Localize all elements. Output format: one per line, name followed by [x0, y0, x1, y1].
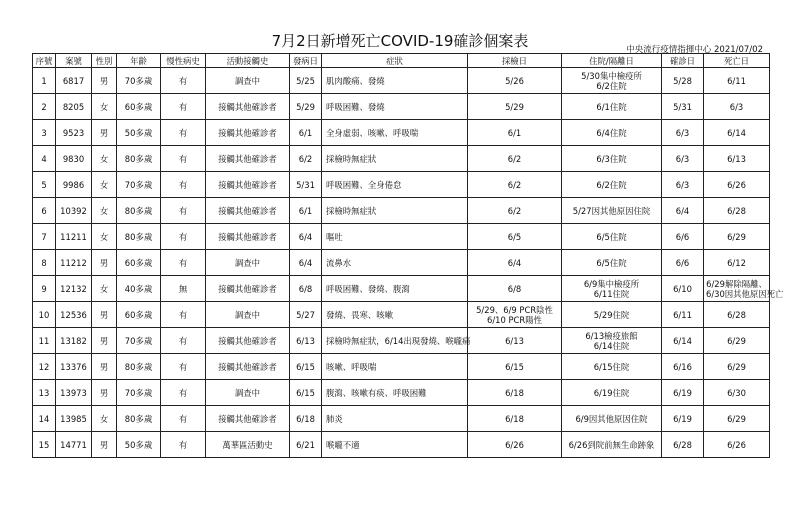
- cell-symptom: 流鼻水: [322, 250, 468, 276]
- cell-contact: 萬華區活動史: [206, 432, 290, 458]
- cell-chronic: 有: [161, 146, 206, 172]
- table-row: [33, 120, 770, 146]
- cell-age: 60多歲: [117, 94, 161, 120]
- cell-hosp-date-line: 6/5住院: [596, 257, 627, 268]
- cell-test-date-line: 5/29: [505, 101, 524, 112]
- cell-seq: 7: [33, 224, 56, 250]
- cell-death-date: [704, 94, 770, 120]
- cell-symptom: 採檢時無症狀，6/14出現發燒、喉嚨痛: [322, 328, 468, 354]
- cell-seq: 2: [33, 94, 56, 120]
- cell-symptom: 肌肉酸痛、發燒: [322, 68, 468, 94]
- table-row: [33, 198, 770, 224]
- cell-case: 6817: [56, 68, 92, 94]
- cell-onset: 6/15: [290, 354, 322, 380]
- cell-case: 9830: [56, 146, 92, 172]
- cell-contact: 接觸其他確診者: [206, 276, 290, 302]
- cell-seq: 8: [33, 250, 56, 276]
- cell-contact: 接觸其他確診者: [206, 354, 290, 380]
- header-age: 年齡: [117, 54, 161, 68]
- cell-seq: 10: [33, 302, 56, 328]
- cell-hosp-date-line: 6/26到院前無生命跡象: [568, 439, 655, 450]
- cell-onset: 6/4: [290, 250, 322, 276]
- cell-symptom: 呼吸困難、發燒、腹瀉: [322, 276, 468, 302]
- header-chronic: 慢性病史: [161, 54, 206, 68]
- header-symptom: 症狀: [322, 54, 468, 68]
- table-row: [33, 432, 770, 458]
- cell-contact: 接觸其他確診者: [206, 146, 290, 172]
- cell-test-date-line: 6/1: [507, 127, 522, 138]
- cell-death-date: [704, 120, 770, 146]
- cell-contact: 調查中: [206, 68, 290, 94]
- cell-confirm-date: 6/10: [662, 276, 704, 302]
- table-row: [33, 406, 770, 432]
- cell-contact: 調查中: [206, 250, 290, 276]
- cell-test-date: [468, 68, 562, 94]
- cell-age: 70多歲: [117, 380, 161, 406]
- cell-age: 80多歲: [117, 198, 161, 224]
- cell-death-date: [704, 224, 770, 250]
- cell-seq: 5: [33, 172, 56, 198]
- cell-onset: 5/31: [290, 172, 322, 198]
- cell-age: 80多歲: [117, 146, 161, 172]
- cell-symptom: 呼吸困難、發燒: [322, 94, 468, 120]
- cell-symptom: 採檢時無症狀: [322, 198, 468, 224]
- cell-hosp-date-line: 6/13檢疫旅館: [585, 330, 638, 341]
- header-death-date: 死亡日: [704, 54, 770, 68]
- cell-test-date-line: 6/2: [507, 153, 522, 164]
- cell-sex: 男: [92, 250, 117, 276]
- cell-hosp-date-line: 6/4住院: [596, 127, 627, 138]
- cell-test-date-line: 6/18: [505, 387, 524, 398]
- header-hosp-date: 住院/隔離日: [562, 54, 662, 68]
- cell-death-date: [704, 328, 770, 354]
- cell-confirm-date: 6/28: [662, 432, 704, 458]
- cell-sex: 男: [92, 302, 117, 328]
- cell-sex: 男: [92, 120, 117, 146]
- cell-hosp-date: [562, 224, 662, 250]
- table-row: [33, 276, 770, 302]
- cell-death-date-line: 6/30: [727, 387, 746, 398]
- cell-test-date-line: 6/2: [507, 179, 522, 190]
- cell-chronic: 有: [161, 172, 206, 198]
- cell-case: 10392: [56, 198, 92, 224]
- cell-death-date: [704, 172, 770, 198]
- cell-hosp-date-line: 6/5住院: [596, 231, 627, 242]
- cell-confirm-date: 6/19: [662, 406, 704, 432]
- cell-confirm-date: 6/3: [662, 172, 704, 198]
- header-confirm-date: 確診日: [662, 54, 704, 68]
- cell-symptom: 嘔吐: [322, 224, 468, 250]
- cell-hosp-date: [562, 68, 662, 94]
- cell-case: 13985: [56, 406, 92, 432]
- cell-seq: 11: [33, 328, 56, 354]
- cell-contact: 調查中: [206, 380, 290, 406]
- table-row: [33, 94, 770, 120]
- cell-onset: 6/15: [290, 380, 322, 406]
- cell-onset: 6/2: [290, 146, 322, 172]
- cell-confirm-date: 6/14: [662, 328, 704, 354]
- cell-death-date-line: 6/29解除隔離、: [706, 278, 767, 289]
- cell-death-date-line: 6/13: [727, 153, 746, 164]
- cell-case: 12536: [56, 302, 92, 328]
- table-row: [33, 224, 770, 250]
- cell-case: 9523: [56, 120, 92, 146]
- table-row: [33, 302, 770, 328]
- cell-onset: 6/1: [290, 198, 322, 224]
- cell-age: 40多歲: [117, 276, 161, 302]
- cell-death-date: [704, 250, 770, 276]
- table-row: [33, 328, 770, 354]
- cell-sex: 男: [92, 328, 117, 354]
- cell-symptom: 腹瀉、咳嗽有痰、呼吸困難: [322, 380, 468, 406]
- cell-seq: 14: [33, 406, 56, 432]
- cell-test-date-line: 6/13: [505, 335, 524, 346]
- cell-hosp-date-line: 6/11住院: [593, 288, 630, 299]
- cell-sex: 女: [92, 94, 117, 120]
- cell-age: 50多歲: [117, 432, 161, 458]
- cell-chronic: 有: [161, 432, 206, 458]
- cell-death-date: [704, 276, 784, 302]
- cell-hosp-date-line: 6/1住院: [596, 101, 627, 112]
- cell-case: 11212: [56, 250, 92, 276]
- cell-sex: 女: [92, 406, 117, 432]
- cell-onset: 6/13: [290, 328, 322, 354]
- cell-sex: 女: [92, 276, 117, 302]
- header-sex: 性別: [92, 54, 117, 68]
- cell-seq: 13: [33, 380, 56, 406]
- table-row: [33, 380, 770, 406]
- cell-hosp-date-line: 6/15住院: [593, 361, 630, 372]
- cell-test-date: [468, 94, 562, 120]
- cell-sex: 女: [92, 172, 117, 198]
- cell-case: 12132: [56, 276, 92, 302]
- cell-age: 50多歲: [117, 120, 161, 146]
- cell-sex: 男: [92, 68, 117, 94]
- cell-confirm-date: 6/3: [662, 120, 704, 146]
- cell-death-date: [704, 68, 770, 94]
- cell-sex: 男: [92, 380, 117, 406]
- cell-chronic: 有: [161, 354, 206, 380]
- cell-age: 70多歲: [117, 68, 161, 94]
- cell-case: 11211: [56, 224, 92, 250]
- cell-chronic: 有: [161, 94, 206, 120]
- cell-hosp-date: [562, 250, 662, 276]
- cell-contact: 接觸其他確診者: [206, 120, 290, 146]
- cell-death-date-line: 6/29: [727, 231, 746, 242]
- cell-symptom: 呼吸困難、全身倦怠: [322, 172, 468, 198]
- cell-hosp-date: [562, 354, 662, 380]
- cell-death-date: [704, 380, 770, 406]
- page-title: 7月2日新增死亡COVID-19確診個案表: [271, 32, 529, 50]
- cell-hosp-date: [562, 328, 662, 354]
- table-row: [33, 172, 770, 198]
- cell-seq: 6: [33, 198, 56, 224]
- header-onset: 發病日: [290, 54, 322, 68]
- cell-test-date: [468, 146, 562, 172]
- cell-hosp-date: [562, 380, 662, 406]
- cell-hosp-date: [562, 276, 662, 302]
- header-contact: 活動接觸史: [206, 54, 290, 68]
- cell-hosp-date-line: 5/27因其他原因住院: [572, 205, 651, 216]
- cell-death-date-line: 6/26: [727, 179, 746, 190]
- cell-death-date-line: 6/29: [727, 413, 746, 424]
- cell-sex: 男: [92, 432, 117, 458]
- cell-case: 13973: [56, 380, 92, 406]
- cell-test-date-line: 6/2: [507, 205, 522, 216]
- cell-confirm-date: 6/4: [662, 198, 704, 224]
- cell-contact: 接觸其他確診者: [206, 198, 290, 224]
- header-case: 案號: [56, 54, 92, 68]
- cell-death-date-line: 6/14: [727, 127, 746, 138]
- source-note: 中央流行疫情指揮中心 2021/07/02: [626, 45, 763, 55]
- header-seq: 序號: [33, 54, 56, 68]
- cell-death-date: [704, 146, 770, 172]
- cell-onset: 5/25: [290, 68, 322, 94]
- cell-case: 8205: [56, 94, 92, 120]
- cell-age: 70多歲: [117, 172, 161, 198]
- cell-death-date: [704, 302, 770, 328]
- cell-symptom: 全身虛弱、咳嗽、呼吸喘: [322, 120, 468, 146]
- cell-test-date-line: 6/10 PCR陽性: [487, 314, 542, 325]
- cell-test-date-line: 6/15: [505, 361, 524, 372]
- cell-confirm-date: 6/6: [662, 224, 704, 250]
- cell-confirm-date: 6/16: [662, 354, 704, 380]
- cell-onset: 6/1: [290, 120, 322, 146]
- cell-onset: 5/27: [290, 302, 322, 328]
- cell-death-date-line: 6/12: [727, 257, 746, 268]
- cell-case: 13182: [56, 328, 92, 354]
- cell-hosp-date: [562, 432, 662, 458]
- cell-chronic: 有: [161, 380, 206, 406]
- cell-death-date: [704, 406, 770, 432]
- cell-confirm-date: 6/6: [662, 250, 704, 276]
- cell-seq: 15: [33, 432, 56, 458]
- cell-hosp-date: [562, 120, 662, 146]
- cell-symptom: 採檢時無症狀: [322, 146, 468, 172]
- cell-hosp-date: [562, 406, 662, 432]
- cell-death-date-line: 6/11: [727, 75, 746, 86]
- cell-death-date-line: 6/26: [727, 439, 746, 450]
- cell-test-date: [468, 302, 562, 328]
- cell-sex: 女: [92, 198, 117, 224]
- cell-test-date-line: 6/18: [505, 413, 524, 424]
- cell-hosp-date-line: 5/30集中檢疫所: [581, 70, 642, 81]
- cell-onset: 6/21: [290, 432, 322, 458]
- cell-test-date: [468, 224, 562, 250]
- cell-symptom: 咳嗽、呼吸喘: [322, 354, 468, 380]
- cell-test-date-line: 6/5: [507, 231, 522, 242]
- header-test-date: 採檢日: [468, 54, 562, 68]
- cell-test-date: [468, 432, 562, 458]
- cell-contact: 接觸其他確診者: [206, 224, 290, 250]
- cell-contact: 接觸其他確診者: [206, 328, 290, 354]
- table-row: [33, 146, 770, 172]
- cell-chronic: 有: [161, 406, 206, 432]
- cell-symptom: 喉嚨不適: [322, 432, 468, 458]
- cell-death-date-line: 6/3: [729, 101, 744, 112]
- cell-chronic: 有: [161, 302, 206, 328]
- cell-age: 60多歲: [117, 302, 161, 328]
- cell-test-date: [468, 172, 562, 198]
- cell-age: 80多歲: [117, 224, 161, 250]
- cell-sex: 女: [92, 146, 117, 172]
- cell-test-date: [468, 198, 562, 224]
- table-row: [33, 68, 770, 94]
- cell-seq: 9: [33, 276, 56, 302]
- table-row: [33, 250, 770, 276]
- cell-death-date-line: 6/29: [727, 361, 746, 372]
- cell-death-date: [704, 354, 770, 380]
- cell-test-date: [468, 406, 562, 432]
- cell-hosp-date-line: 6/3住院: [596, 153, 627, 164]
- cell-test-date-line: 5/26: [505, 75, 524, 86]
- cell-hosp-date-line: 6/19住院: [593, 387, 630, 398]
- cell-contact: 調查中: [206, 302, 290, 328]
- cell-hosp-date-line: 6/2住院: [596, 179, 627, 190]
- cell-death-date: [704, 198, 770, 224]
- cell-case: 14771: [56, 432, 92, 458]
- cell-age: 70多歲: [117, 328, 161, 354]
- cell-seq: 1: [33, 68, 56, 94]
- cell-hosp-date: [562, 146, 662, 172]
- cell-hosp-date: [562, 94, 662, 120]
- cell-test-date: [468, 250, 562, 276]
- cell-test-date: [468, 276, 562, 302]
- cell-contact: 接觸其他確診者: [206, 406, 290, 432]
- cell-hosp-date: [562, 302, 662, 328]
- cell-symptom: 肺炎: [322, 406, 468, 432]
- cell-hosp-date-line: 6/9集中檢疫所: [583, 278, 640, 289]
- cell-seq: 4: [33, 146, 56, 172]
- cell-chronic: 無: [161, 276, 206, 302]
- table-row: [33, 354, 770, 380]
- cell-death-date-line: 6/28: [727, 309, 746, 320]
- cell-contact: 接觸其他確診者: [206, 172, 290, 198]
- cell-test-date-line: 6/26: [505, 439, 524, 450]
- cell-confirm-date: 5/31: [662, 94, 704, 120]
- cell-test-date-line: 6/8: [507, 283, 522, 294]
- cell-age: 60多歲: [117, 250, 161, 276]
- cell-chronic: 有: [161, 120, 206, 146]
- cell-hosp-date-line: 6/2住院: [596, 80, 627, 91]
- cell-contact: 接觸其他確診者: [206, 94, 290, 120]
- cell-onset: 6/8: [290, 276, 322, 302]
- cell-confirm-date: 6/19: [662, 380, 704, 406]
- cell-seq: 3: [33, 120, 56, 146]
- cell-death-date-line: 6/30因其他原因死亡: [706, 288, 784, 299]
- cell-test-date: [468, 380, 562, 406]
- case-table: [32, 53, 784, 458]
- cell-case: 9986: [56, 172, 92, 198]
- cell-test-date: [468, 120, 562, 146]
- cell-symptom: 發燒、畏寒、咳嗽: [322, 302, 468, 328]
- cell-sex: 女: [92, 224, 117, 250]
- cell-confirm-date: 6/3: [662, 146, 704, 172]
- cell-chronic: 有: [161, 328, 206, 354]
- cell-chronic: 有: [161, 250, 206, 276]
- cell-hosp-date-line: 6/9因其他原因住院: [575, 413, 648, 424]
- cell-hosp-date-line: 5/29住院: [593, 309, 630, 320]
- cell-hosp-date-line: 6/14住院: [593, 340, 630, 351]
- cell-death-date: [704, 432, 770, 458]
- cell-test-date-line: 6/4: [507, 257, 522, 268]
- cell-death-date-line: 6/29: [727, 335, 746, 346]
- cell-chronic: 有: [161, 68, 206, 94]
- cell-case: 13376: [56, 354, 92, 380]
- table-header-row: [33, 54, 770, 68]
- cell-seq: 12: [33, 354, 56, 380]
- cell-onset: 5/29: [290, 94, 322, 120]
- cell-test-date: [468, 354, 562, 380]
- cell-age: 80多歲: [117, 354, 161, 380]
- cell-age: 80多歲: [117, 406, 161, 432]
- cell-test-date: [468, 328, 562, 354]
- cell-onset: 6/4: [290, 224, 322, 250]
- cell-sex: 男: [92, 354, 117, 380]
- cell-chronic: 有: [161, 198, 206, 224]
- cell-chronic: 有: [161, 224, 206, 250]
- cell-confirm-date: 5/28: [662, 68, 704, 94]
- cell-hosp-date: [562, 172, 662, 198]
- cell-hosp-date: [562, 198, 662, 224]
- cell-confirm-date: 6/11: [662, 302, 704, 328]
- cell-death-date-line: 6/28: [727, 205, 746, 216]
- cell-onset: 6/18: [290, 406, 322, 432]
- cell-test-date-line: 5/29、6/9 PCR陰性: [476, 304, 553, 315]
